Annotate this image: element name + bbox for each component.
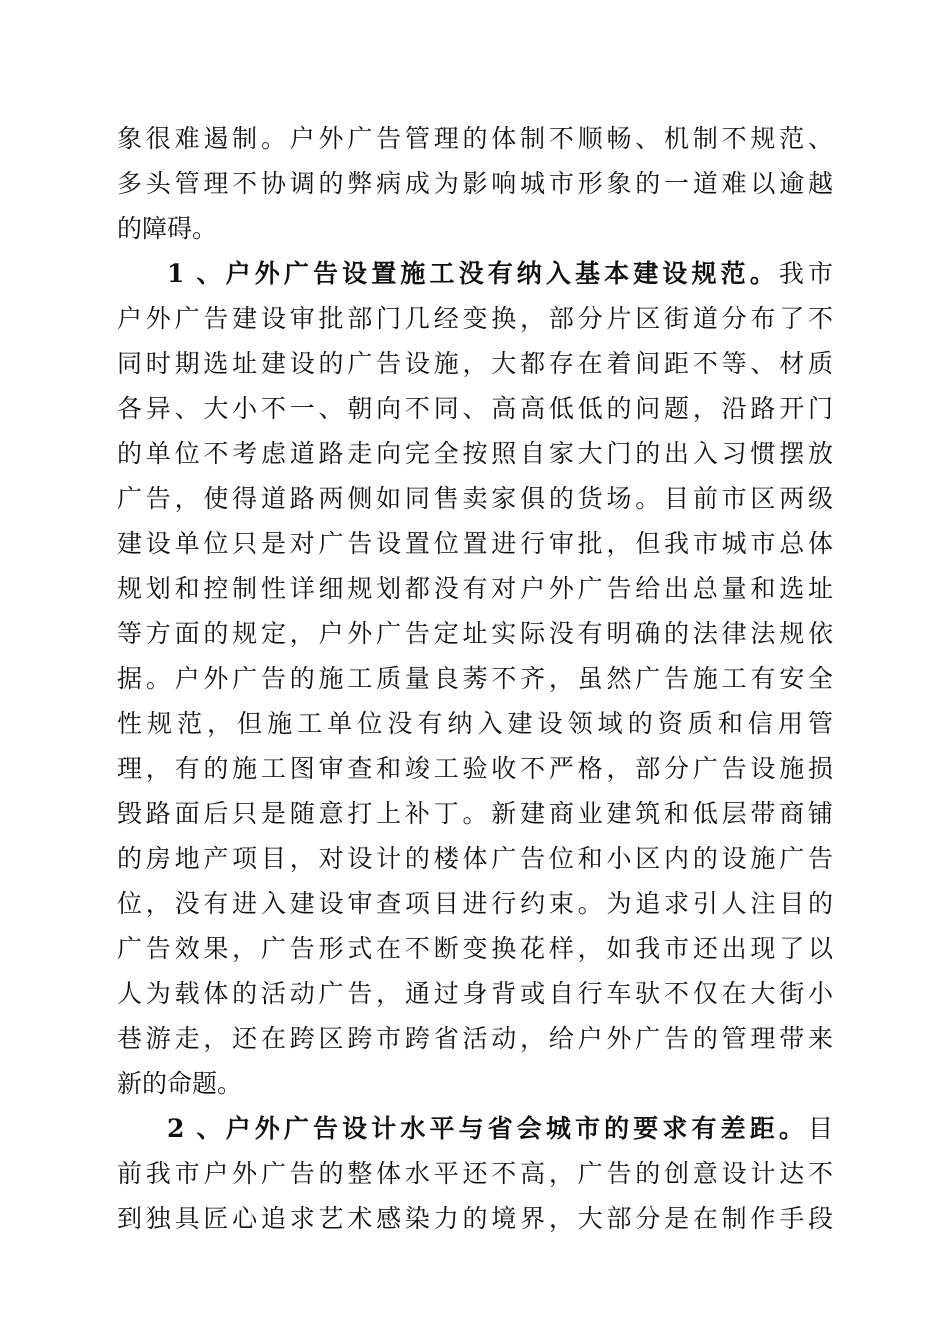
text-line: 据。户外广告的施工质量良莠不齐，虽然广告施工有安全 [117,664,833,693]
text-line: 位，没有进入建设审查项目进行约束。为追求引人注目的 [117,889,833,918]
text-line: 理，有的施工图审查和竣工验收不严格，部分广告设施损 [117,754,833,783]
text-line: 新的命题。 [117,1069,243,1098]
section-1-first-line [117,251,833,296]
section-heading: 、户外广告设置施工没有纳入基本建设规范。 [192,259,779,288]
section-number: 2 [167,1114,185,1143]
text-line: 前我市户外广告的整体水平还不高，广告的创意设计达不 [117,1159,833,1188]
text-line: 的单位不考虑道路走向完全按照自家大门的出入习惯摆放 [117,439,833,468]
text-line: 的房地产项目，对设计的楼体广告位和小区内的设施广告 [117,844,833,873]
section-number: 1 [167,259,185,288]
text-line: 巷游走，还在跨区跨市跨省活动，给户外广告的管理带来 [117,1024,833,1053]
text-line: 的障碍。 [117,214,218,243]
text-line: 到独具匠心追求艺术感染力的境界，大部分是在制作手段 [117,1204,833,1233]
text-line: 各异、大小不一、朝向不同、高高低低的问题，沿路开门 [117,394,833,423]
section-heading: 、户外广告设计水平与省会城市的要求有差距。 [192,1114,808,1143]
text-line: 同时期选址建设的广告设施，大都存在着间距不等、材质 [117,349,833,378]
text-line: 象很难遏制。户外广告管理的体制不顺畅、机制不规范、 [117,124,833,153]
text-line: 规划和控制性详细规划都没有对户外广告给出总量和选址 [117,574,833,603]
text-line: 等方面的规定，户外广告定址实际没有明确的法律法规依 [117,619,833,648]
text-line: 建设单位只是对广告设置位置进行审批，但我市城市总体 [117,529,833,558]
text-line: 广告，使得道路两侧如同售卖家俱的货场。目前市区两级 [117,484,833,513]
section-text: 我市 [778,259,833,288]
text-line: 广告效果，广告形式在不断变换花样，如我市还出现了以 [117,934,833,963]
text-line: 户外广告建设审批部门几经变换，部分片区街道分布了不 [117,304,833,333]
text-line: 人为载体的活动广告，通过身背或自行车驮不仅在大街小 [117,979,833,1008]
document-body [117,116,833,1241]
section-2-first-line [117,1106,833,1151]
section-text: 目 [807,1114,833,1143]
text-line: 性规范，但施工单位没有纳入建设领域的资质和信用管 [117,709,833,738]
text-line: 多头管理不协调的弊病成为影响城市形象的一道难以逾越 [117,169,833,198]
text-line: 毁路面后只是随意打上补丁。新建商业建筑和低层带商铺 [117,799,833,828]
